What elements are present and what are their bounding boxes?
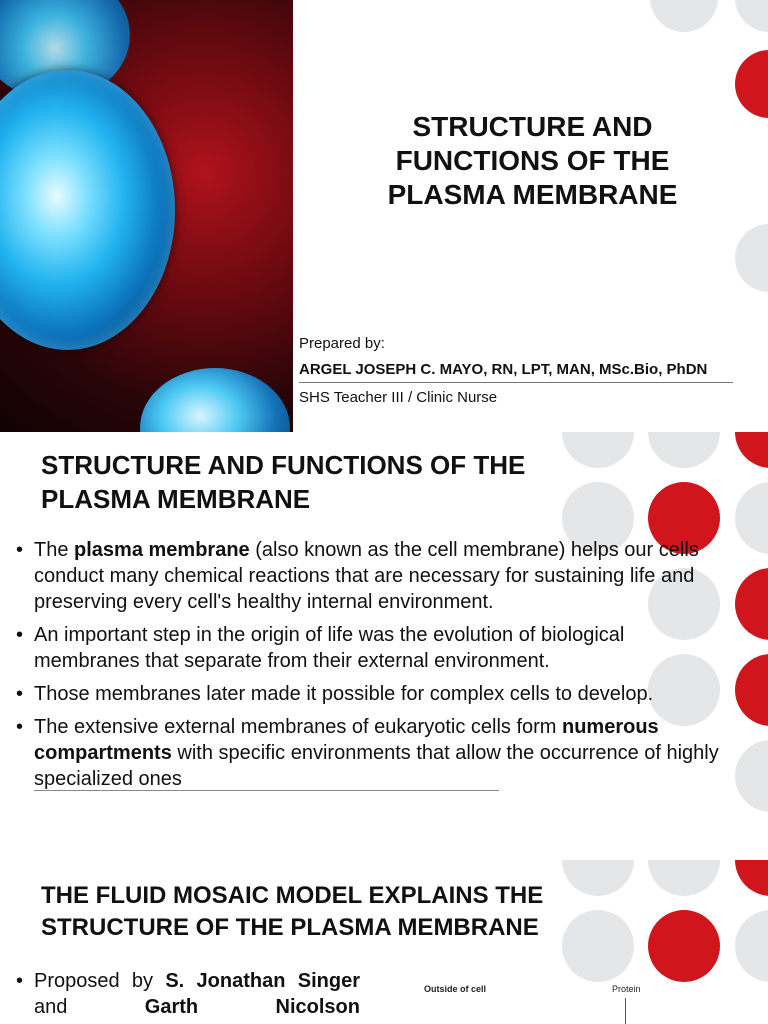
bullet-item: • An important step in the origin of life was the evolution of biological membranes that separate from their external environment. — [0, 622, 720, 674]
cell-main-image — [0, 70, 175, 350]
term-plasma-membrane: plasma membrane — [74, 539, 250, 561]
content-slide-fluid-mosaic — [0, 860, 768, 1024]
deco-circle — [735, 224, 768, 292]
deco-circle — [735, 860, 768, 896]
deco-circle — [648, 432, 720, 468]
bullet-list — [0, 537, 720, 798]
bullet-item: • Those membranes later made it possible for complex cells to develop. — [0, 681, 720, 707]
prepared-by-label: Prepared by: — [299, 335, 385, 352]
bullet-item — [0, 537, 720, 615]
deco-circle — [648, 910, 720, 982]
author-role: SHS Teacher III / Clinic Nurse — [299, 389, 498, 406]
bullet-text: The — [34, 539, 75, 561]
bullet-text: and — [34, 996, 145, 1018]
bullet-text: with specific environments that allow the occurrence of highly specialized ones — [34, 742, 719, 790]
deco-circle — [735, 654, 768, 726]
deco-circle — [735, 482, 768, 554]
deco-circle — [735, 0, 768, 32]
cell-bottom-image — [140, 368, 290, 432]
bullet-item — [0, 968, 360, 1020]
content-slide-structure — [0, 432, 768, 860]
diagram-pointer-line — [625, 998, 626, 1024]
bullet-text: Proposed by — [34, 970, 166, 992]
title-slide — [0, 0, 768, 432]
scientist-name: Garth Nicolson — [144, 996, 360, 1018]
scientist-name: S. Jonathan Singer — [165, 970, 360, 992]
deco-circle — [735, 432, 768, 468]
deco-circle — [735, 50, 768, 118]
deco-circle — [735, 740, 768, 812]
cell-photo — [0, 0, 293, 432]
bullet-item — [0, 714, 720, 791]
author-name: ARGEL JOSEPH C. MAYO, RN, LPT, MAN, MSc.Bio, PhDN — [299, 361, 733, 383]
slide-heading: THE FLUID MOSAIC MODEL EXPLAINS THE STRUCTURE OF THE PLASMA MEMBRANE — [41, 882, 544, 941]
deco-circle — [735, 568, 768, 640]
deco-circle — [650, 0, 718, 32]
slide-title: STRUCTURE AND FUNCTIONS OF THE PLASMA MEMBRANE — [387, 111, 678, 210]
deco-circle — [648, 860, 720, 896]
bullet-list — [0, 968, 360, 1024]
term-numerous-compartments: numerous compartments — [34, 716, 659, 764]
slide-heading: STRUCTURE AND FUNCTIONS OF THE PLASMA MEMBRANE — [41, 450, 526, 514]
bullet-text: The extensive external membranes of eukaryotic cells form — [34, 716, 562, 738]
bullet-text: (also known as the cell membrane) helps our cells conduct many chemical reactions that are necessary for sustaining life and preserving every cell's healthy internal environment. — [34, 539, 699, 613]
diagram-label-outside: Outside of cell — [424, 984, 487, 994]
deco-circle — [735, 910, 768, 982]
diagram-label-protein: Protein — [612, 984, 641, 994]
divider-line — [34, 790, 499, 791]
